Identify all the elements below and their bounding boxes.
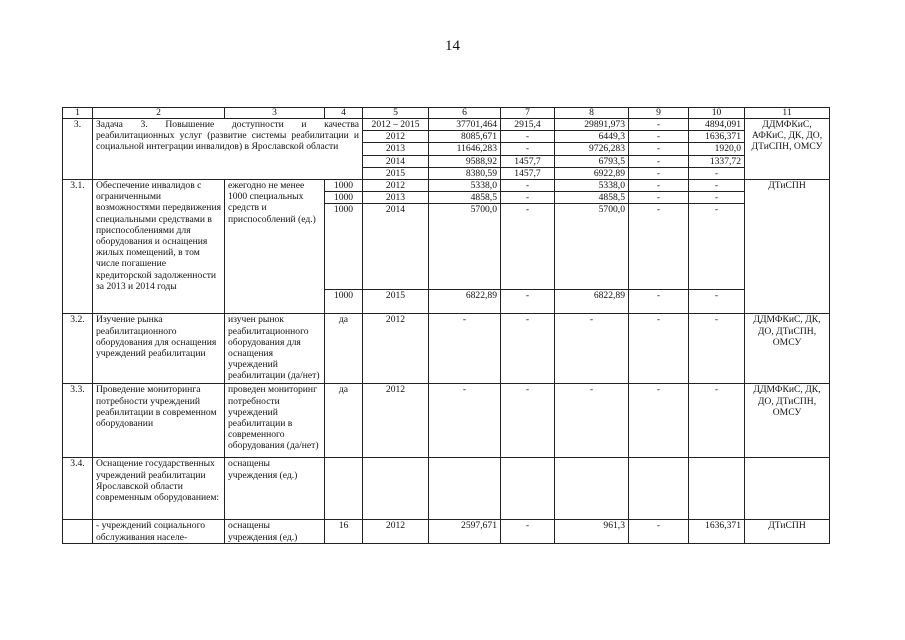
col-number: 10 [689, 108, 745, 119]
col-number: 8 [555, 108, 629, 119]
col-number: 1 [63, 108, 93, 119]
regional-cell: 29891,973 [555, 119, 629, 131]
municipal-cell [629, 458, 689, 520]
col-number: 3 [225, 108, 325, 119]
indicator-cell: оснащены учреждения (ед.) [225, 520, 325, 544]
table-row [63, 314, 830, 384]
total-cell: 4858,5 [429, 192, 501, 204]
executors-cell: ДДМФКиС, АФКиС, ДК, ДО, ДТиСПН, ОМСУ [745, 119, 830, 180]
total-cell: 9588,92 [429, 155, 501, 167]
value-cell: да [325, 384, 363, 458]
other-cell: - [689, 167, 745, 179]
year-cell: 2012 [363, 520, 429, 544]
indicator-cell: ежегодно не менее 1000 специальных средств и приспособлений (ед.) [225, 180, 325, 314]
indicator-cell: оснащены учреждения (ед.) [225, 458, 325, 520]
table-row [63, 384, 830, 458]
item-title: Изучение рынка реабилитационного оборудования для оснащения учреждений реабилитации [93, 314, 225, 384]
executors-cell: ДДМФКиС, ДК, ДО, ДТиСПН, ОМСУ [745, 314, 830, 384]
regional-cell: 5700,0 [555, 204, 629, 290]
year-cell: 2013 [363, 192, 429, 204]
municipal-cell: - [629, 290, 689, 314]
year-cell: 2015 [363, 167, 429, 179]
regional-cell: 6822,89 [555, 290, 629, 314]
municipal-cell: - [629, 167, 689, 179]
executors-cell: ДТиСПН [745, 520, 830, 544]
value-cell: 16 [325, 520, 363, 544]
year-cell: 2012 [363, 384, 429, 458]
year-cell: 2012 [363, 314, 429, 384]
col-number: 6 [429, 108, 501, 119]
year-cell: 2014 [363, 204, 429, 290]
total-cell: 5338,0 [429, 180, 501, 192]
value-cell: 1000 [325, 290, 363, 314]
year-cell: 2012 – 2015 [363, 119, 429, 131]
federal-cell: - [501, 314, 555, 384]
total-cell: 8380,59 [429, 167, 501, 179]
total-cell: 5700,0 [429, 204, 501, 290]
municipal-cell: - [629, 204, 689, 290]
table-row [63, 520, 830, 544]
col-number: 9 [629, 108, 689, 119]
regional-cell: 4858,5 [555, 192, 629, 204]
federal-cell: - [501, 192, 555, 204]
municipal-cell: - [629, 520, 689, 544]
municipal-cell: - [629, 192, 689, 204]
item-title: Обеспечение инвалидов с ограниченными возможностями передвижения специальными средствами в приспособлениями для оборудования и оснащения жилых помещений, в том числе погашение кредиторской задолженности за 2013 и 2014 годы [93, 180, 225, 314]
other-cell: - [689, 204, 745, 290]
year-cell: 2015 [363, 290, 429, 314]
regional-cell: - [555, 384, 629, 458]
municipal-cell: - [629, 155, 689, 167]
row-number: 3. [63, 119, 93, 180]
other-cell: - [689, 192, 745, 204]
regional-cell: 6449,3 [555, 131, 629, 143]
table-row [63, 180, 830, 192]
other-cell: - [689, 180, 745, 192]
other-cell: 4894,091 [689, 119, 745, 131]
col-number: 4 [325, 108, 363, 119]
total-cell [429, 458, 501, 520]
federal-cell: - [501, 143, 555, 155]
indicator-cell: изучен рынок реабилитационного оборудования для оснащения учреждений реабилитации (да/нет) [225, 314, 325, 384]
other-cell: - [689, 384, 745, 458]
federal-cell: 1457,7 [501, 155, 555, 167]
row-number [63, 520, 93, 544]
municipal-cell: - [629, 384, 689, 458]
other-cell: - [689, 290, 745, 314]
other-cell: 1337,72 [689, 155, 745, 167]
executors-cell: ДТиСПН [745, 180, 830, 314]
total-cell: 11646,283 [429, 143, 501, 155]
page-number: 14 [445, 38, 460, 54]
row-number: 3.4. [63, 458, 93, 520]
municipal-cell: - [629, 314, 689, 384]
federal-cell: - [501, 131, 555, 143]
federal-cell: 2915,4 [501, 119, 555, 131]
column-number-row [63, 108, 830, 119]
row-number: 3.1. [63, 180, 93, 314]
value-cell: 1000 [325, 192, 363, 204]
item-title: - учреждений социального обслуживания населе- [93, 520, 225, 544]
col-number: 7 [501, 108, 555, 119]
federal-cell: - [501, 180, 555, 192]
executors-cell [745, 458, 830, 520]
total-cell: - [429, 314, 501, 384]
other-cell: 1636,371 [689, 520, 745, 544]
municipal-cell: - [629, 180, 689, 192]
other-cell: 1636,371 [689, 131, 745, 143]
col-number: 11 [745, 108, 830, 119]
regional-cell: 961,3 [555, 520, 629, 544]
municipal-cell: - [629, 143, 689, 155]
value-cell [325, 458, 363, 520]
program-table [62, 107, 830, 544]
year-cell: 2014 [363, 155, 429, 167]
other-cell [689, 458, 745, 520]
year-cell: 2012 [363, 131, 429, 143]
total-cell: - [429, 384, 501, 458]
item-title: Оснащение государственных учреждений реабилитации Ярославской области современным оборудованием: [93, 458, 225, 520]
year-cell [363, 458, 429, 520]
other-cell: 1920,0 [689, 143, 745, 155]
federal-cell: - [501, 384, 555, 458]
total-cell: 37701,464 [429, 119, 501, 131]
regional-cell: 5338,0 [555, 180, 629, 192]
year-cell: 2013 [363, 143, 429, 155]
total-cell: 8085,671 [429, 131, 501, 143]
regional-cell: 9726,283 [555, 143, 629, 155]
row-number: 3.2. [63, 314, 93, 384]
value-cell: 1000 [325, 180, 363, 192]
municipal-cell: - [629, 131, 689, 143]
federal-cell: - [501, 204, 555, 290]
total-cell: 2597,671 [429, 520, 501, 544]
federal-cell: 1457,7 [501, 167, 555, 179]
regional-cell: 6793,5 [555, 155, 629, 167]
indicator-cell: проведен мониторинг потребности учреждений реабилитации в современного оборудования (да/нет) [225, 384, 325, 458]
executors-cell: ДДМФКиС, ДК, ДО, ДТиСПН, ОМСУ [745, 384, 830, 458]
regional-cell: - [555, 314, 629, 384]
table-row [63, 458, 830, 520]
item-title: Проведение мониторинга потребности учреждений реабилитации в современном оборудовании [93, 384, 225, 458]
year-cell: 2012 [363, 180, 429, 192]
row-number: 3.3. [63, 384, 93, 458]
table-row [63, 119, 830, 131]
col-number: 5 [363, 108, 429, 119]
federal-cell: - [501, 290, 555, 314]
other-cell: - [689, 314, 745, 384]
regional-cell: 6922,89 [555, 167, 629, 179]
regional-cell [555, 458, 629, 520]
value-cell: да [325, 314, 363, 384]
municipal-cell: - [629, 119, 689, 131]
value-cell: 1000 [325, 204, 363, 290]
federal-cell: - [501, 520, 555, 544]
task-title: Задача 3. Повышение доступности и качества реабилитационных услуг (развитие системы реабилитации и социальной интеграции инвалидов) в Ярославской области [93, 119, 363, 180]
federal-cell [501, 458, 555, 520]
col-number: 2 [93, 108, 225, 119]
total-cell: 6822,89 [429, 290, 501, 314]
